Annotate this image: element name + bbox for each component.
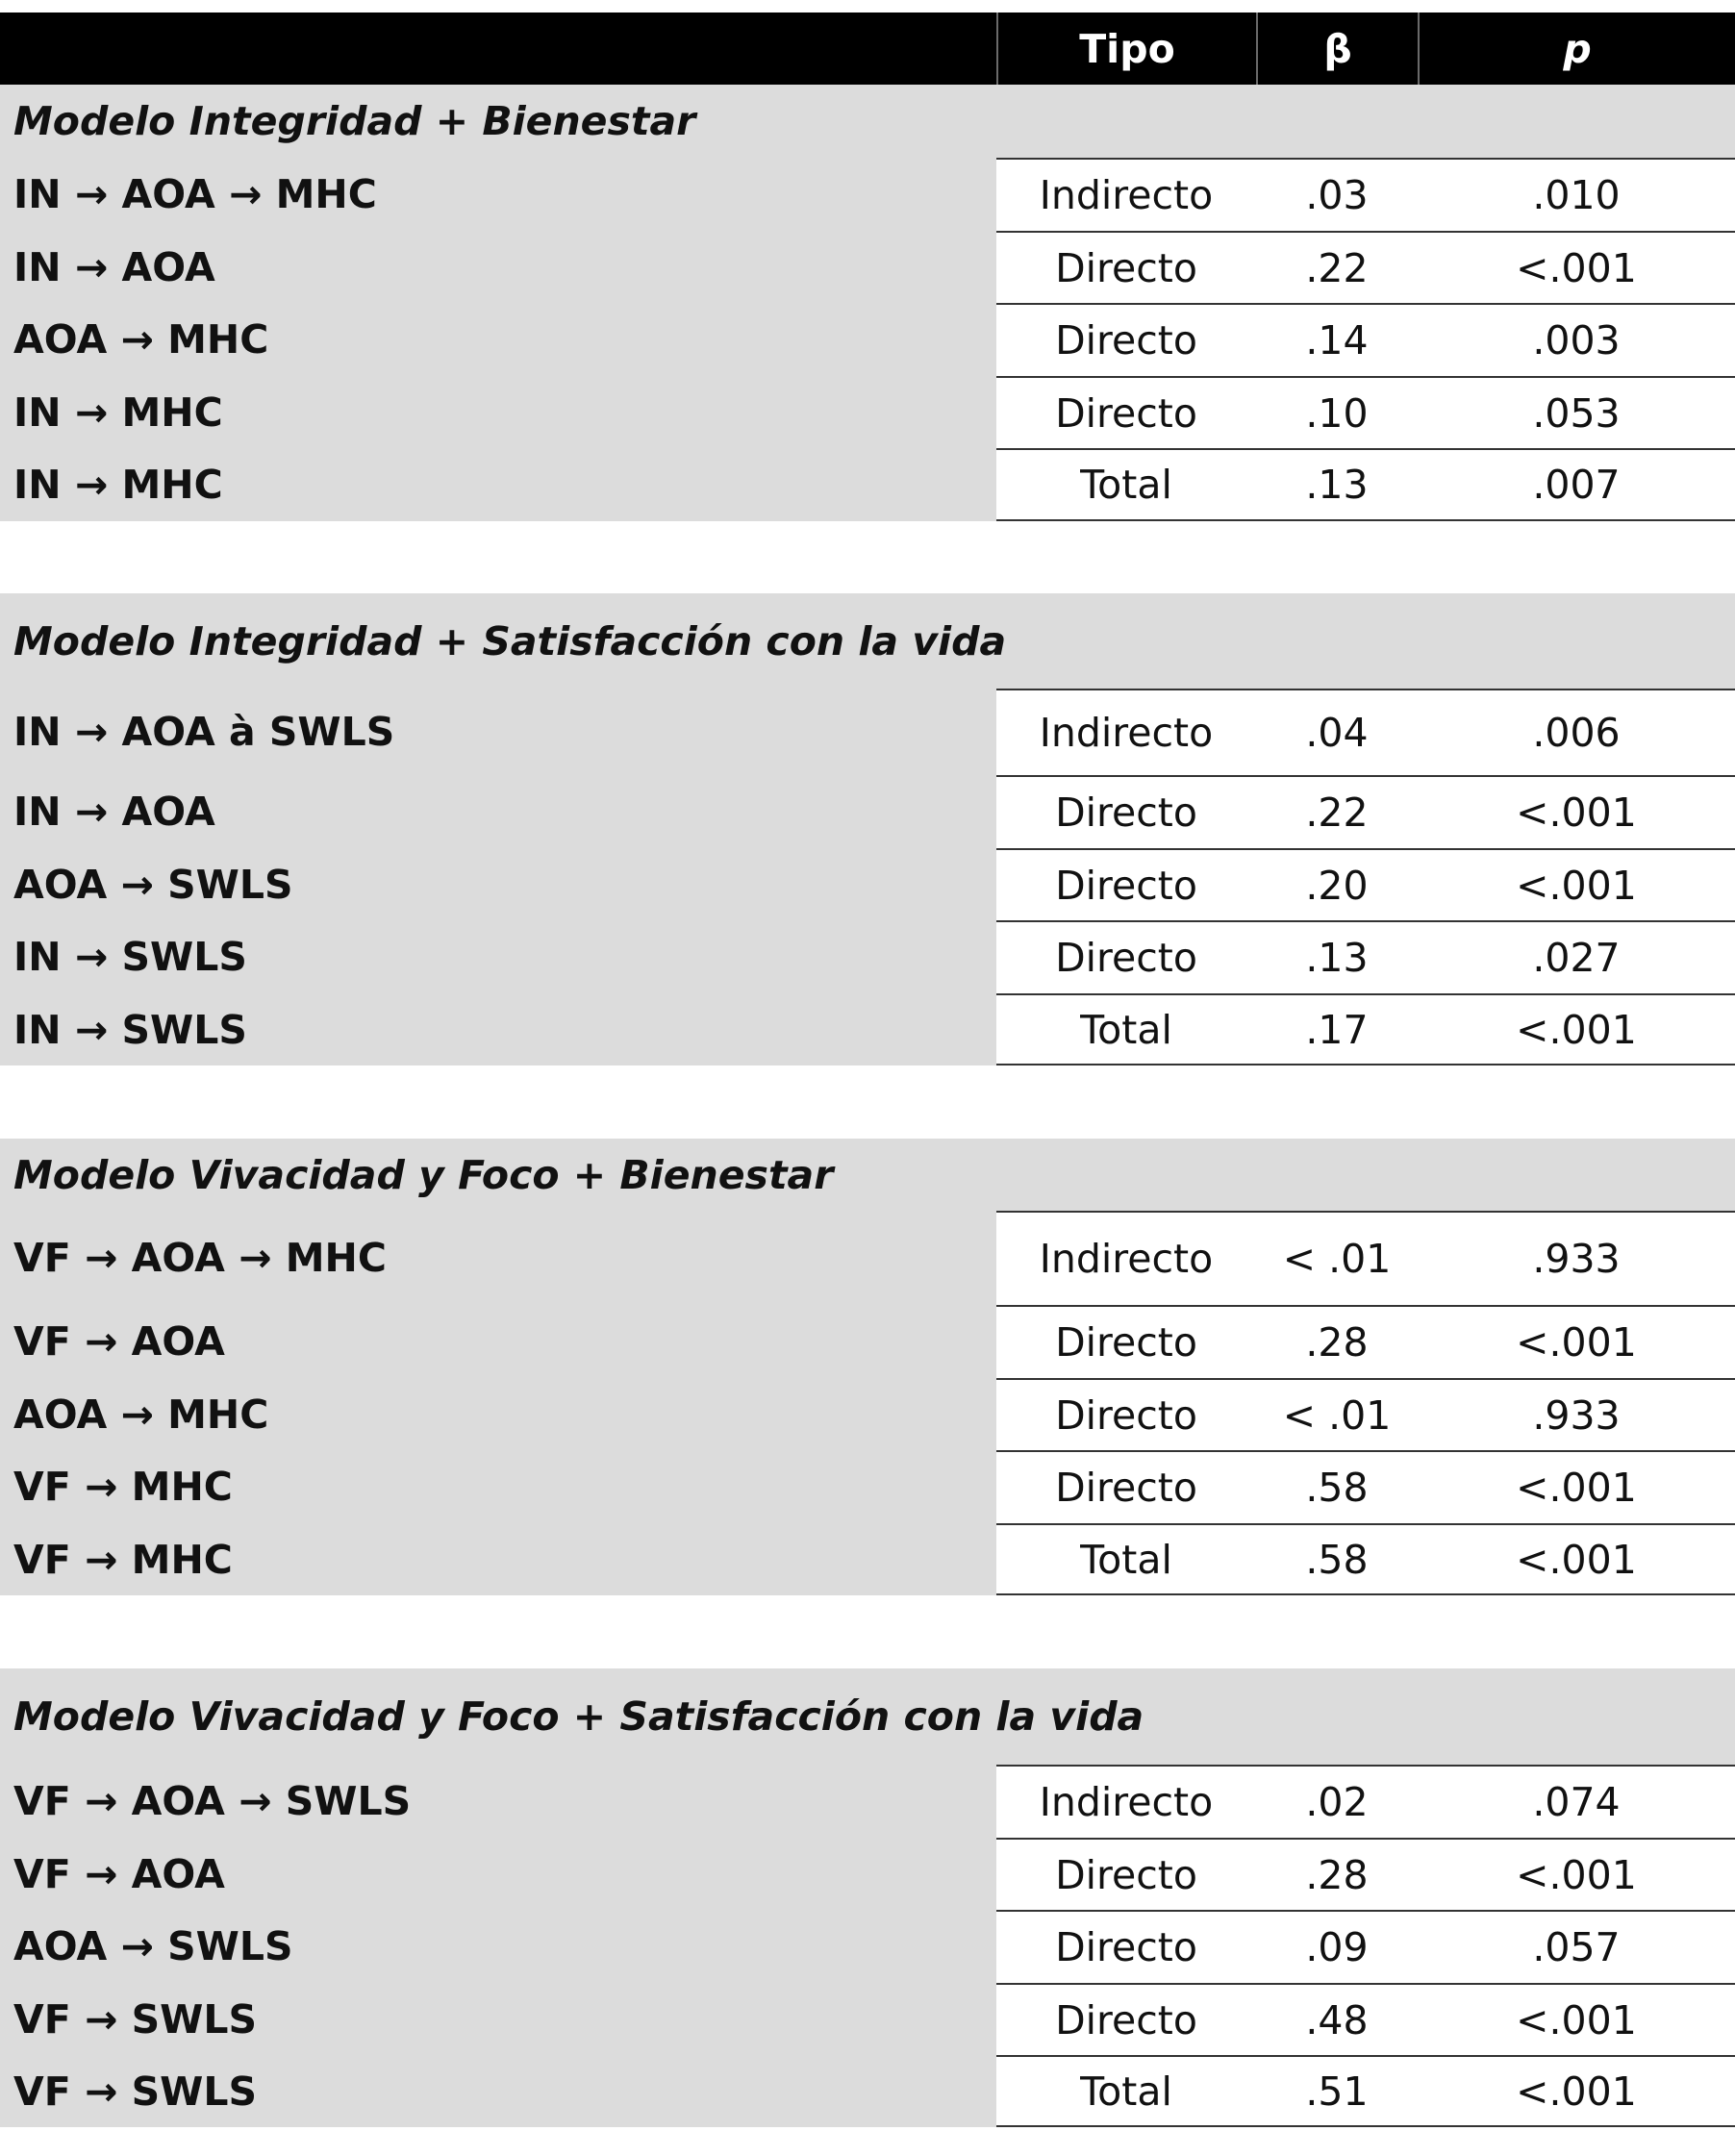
beta-cell: .48 xyxy=(1256,1983,1418,2055)
header-blank-cell xyxy=(0,13,996,85)
tipo-cell: Directo xyxy=(996,1378,1256,1450)
tipo-cell: Total xyxy=(996,2055,1256,2127)
path-label: IN → AOA xyxy=(13,789,215,835)
header-tipo: Tipo xyxy=(996,13,1256,85)
path-label: AOA → MHC xyxy=(13,316,269,363)
tipo-cell: Directo xyxy=(996,920,1256,993)
beta-cell: .14 xyxy=(1256,303,1418,376)
path-label: AOA → SWLS xyxy=(13,861,293,908)
tipo-cell: Directo xyxy=(996,848,1256,920)
section-title: Modelo Integridad + Bienestar xyxy=(0,85,1443,158)
path-label: IN → AOA xyxy=(13,243,215,290)
beta-cell: .17 xyxy=(1256,993,1418,1065)
p-value-cell: .027 xyxy=(1418,920,1735,993)
p-value-cell: .053 xyxy=(1418,376,1735,448)
section-title: Modelo Integridad + Satisfacción con la vida xyxy=(0,593,1443,689)
path-label: IN → MHC xyxy=(13,389,223,436)
path-label: VF → AOA xyxy=(13,1850,225,1897)
beta-cell: .22 xyxy=(1256,231,1418,303)
beta-cell: < .01 xyxy=(1256,1211,1418,1305)
p-value-cell: .057 xyxy=(1418,1910,1735,1983)
p-value-cell: <.001 xyxy=(1418,848,1735,920)
p-value-cell: .933 xyxy=(1418,1211,1735,1305)
p-value-cell: <.001 xyxy=(1418,231,1735,303)
path-label: VF → MHC xyxy=(13,1536,233,1583)
tipo-cell: Indirecto xyxy=(996,158,1256,231)
beta-cell: .51 xyxy=(1256,2055,1418,2127)
tipo-cell: Total xyxy=(996,1523,1256,1595)
beta-cell: .28 xyxy=(1256,1305,1418,1378)
header-p xyxy=(1418,13,1735,85)
tipo-cell: Directo xyxy=(996,303,1256,376)
tipo-cell: Indirecto xyxy=(996,1211,1256,1305)
beta-cell: .58 xyxy=(1256,1523,1418,1595)
p-value-cell: .003 xyxy=(1418,303,1735,376)
path-label: VF → SWLS xyxy=(13,1995,258,2043)
p-value-cell: <.001 xyxy=(1418,993,1735,1065)
path-label: IN → SWLS xyxy=(13,1006,247,1053)
p-value-cell: <.001 xyxy=(1418,1450,1735,1523)
beta-cell: .04 xyxy=(1256,689,1418,775)
tipo-cell: Directo xyxy=(996,376,1256,448)
path-label: IN → SWLS xyxy=(13,934,247,980)
tipo-cell: Directo xyxy=(996,1838,1256,1910)
beta-cell: .22 xyxy=(1256,775,1418,848)
beta-cell: .13 xyxy=(1256,920,1418,993)
beta-cell: .20 xyxy=(1256,848,1418,920)
section-title: Modelo Vivacidad y Foco + Satisfacción con la vida xyxy=(0,1668,1443,1765)
beta-cell: .13 xyxy=(1256,448,1418,521)
tipo-cell: Directo xyxy=(996,775,1256,848)
tipo-cell: Indirecto xyxy=(996,1765,1256,1838)
p-value-cell: .006 xyxy=(1418,689,1735,775)
beta-cell: .58 xyxy=(1256,1450,1418,1523)
tipo-cell: Total xyxy=(996,993,1256,1065)
tipo-cell: Directo xyxy=(996,1910,1256,1983)
beta-cell: < .01 xyxy=(1256,1378,1418,1450)
header-p-text: p xyxy=(1563,25,1592,72)
p-value-cell: <.001 xyxy=(1418,775,1735,848)
path-label: IN → MHC xyxy=(13,462,223,508)
section-title: Modelo Vivacidad y Foco + Bienestar xyxy=(0,1139,1443,1211)
path-label: VF → AOA xyxy=(13,1318,225,1365)
path-label: VF → MHC xyxy=(13,1464,233,1510)
p-value-cell: <.001 xyxy=(1418,1523,1735,1595)
path-label: VF → AOA → SWLS xyxy=(13,1778,412,1824)
tipo-cell: Indirecto xyxy=(996,689,1256,775)
path-label: IN → AOA à SWLS xyxy=(13,709,395,755)
path-label: IN → AOA → MHC xyxy=(13,171,377,217)
tipo-cell: Directo xyxy=(996,1305,1256,1378)
path-label: VF → SWLS xyxy=(13,2068,258,2115)
beta-cell: .03 xyxy=(1256,158,1418,231)
tipo-cell: Total xyxy=(996,448,1256,521)
tipo-cell: Directo xyxy=(996,1983,1256,2055)
beta-cell: .09 xyxy=(1256,1910,1418,1983)
p-value-cell: <.001 xyxy=(1418,2055,1735,2127)
p-value-cell: .010 xyxy=(1418,158,1735,231)
tipo-cell: Directo xyxy=(996,231,1256,303)
path-label: AOA → MHC xyxy=(13,1391,269,1438)
beta-cell: .28 xyxy=(1256,1838,1418,1910)
p-value-cell: .933 xyxy=(1418,1378,1735,1450)
tipo-cell: Directo xyxy=(996,1450,1256,1523)
beta-cell: .02 xyxy=(1256,1765,1418,1838)
path-label: VF → AOA → MHC xyxy=(13,1235,387,1281)
header-beta: β xyxy=(1256,13,1418,85)
p-value-cell: .007 xyxy=(1418,448,1735,521)
path-label: AOA → SWLS xyxy=(13,1923,293,1969)
p-value-cell: <.001 xyxy=(1418,1983,1735,2055)
p-value-cell: <.001 xyxy=(1418,1305,1735,1378)
p-value-cell: <.001 xyxy=(1418,1838,1735,1910)
p-value-cell: .074 xyxy=(1418,1765,1735,1838)
beta-cell: .10 xyxy=(1256,376,1418,448)
